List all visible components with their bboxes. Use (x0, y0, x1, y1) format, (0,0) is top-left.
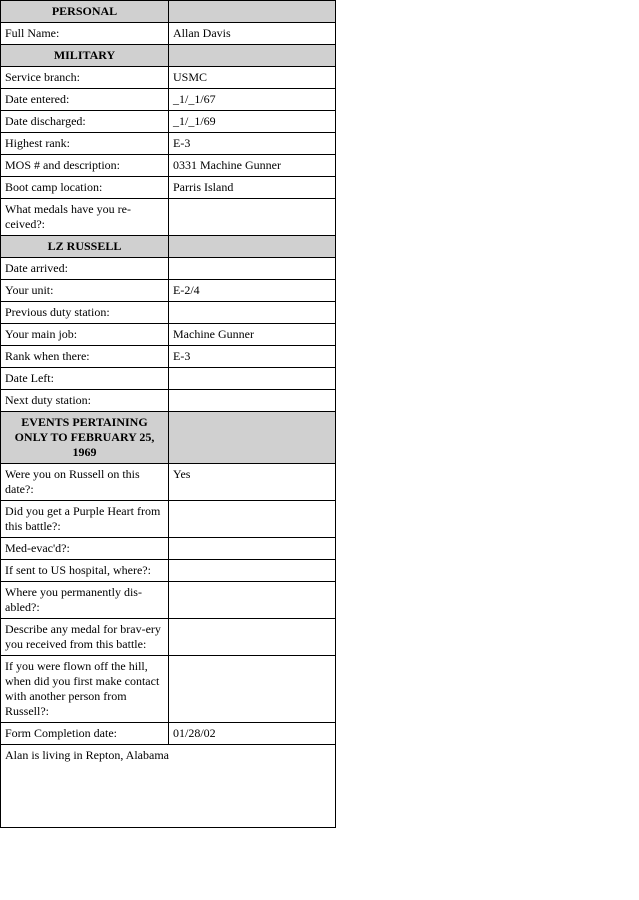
form-row (1, 133, 336, 155)
field-label-date-left: Date Left: (1, 368, 169, 390)
field-label-date-arrived: Date arrived: (1, 258, 169, 280)
form-row (1, 368, 336, 390)
field-value-main-job: Machine Gunner (169, 324, 336, 346)
field-value-rank-when-there: E-3 (169, 346, 336, 368)
field-value-unit: E-2/4 (169, 280, 336, 302)
veteran-form-table (0, 0, 336, 828)
field-label-service-branch: Service branch: (1, 67, 169, 89)
field-value-boot-camp: Parris Island (169, 177, 336, 199)
field-value-next-duty (169, 390, 336, 412)
section-header-events (1, 412, 336, 464)
field-value-highest-rank: E-3 (169, 133, 336, 155)
field-label-purple-heart: Did you get a Purple Heart from this battle?: (1, 501, 169, 538)
section-header-personal (1, 1, 336, 23)
form-body (1, 1, 336, 828)
form-row (1, 723, 336, 745)
field-label-highest-rank: Highest rank: (1, 133, 169, 155)
section-header-military (1, 45, 336, 67)
form-row (1, 111, 336, 133)
field-label-us-hospital: If sent to US hospital, where?: (1, 560, 169, 582)
section-header-lz-russell (1, 236, 336, 258)
field-value-med-evac (169, 538, 336, 560)
form-row (1, 656, 336, 723)
note-row (1, 745, 336, 828)
field-value-full-name: Allan Davis (169, 23, 336, 45)
section-title: MILITARY (1, 45, 169, 67)
section-header-blank (169, 412, 336, 464)
field-value-on-russell: Yes (169, 464, 336, 501)
form-row (1, 89, 336, 111)
field-value-service-branch: USMC (169, 67, 336, 89)
form-row (1, 23, 336, 45)
section-header-blank (169, 45, 336, 67)
field-label-next-duty: Next duty station: (1, 390, 169, 412)
form-row (1, 302, 336, 324)
field-value-bravery-medal (169, 619, 336, 656)
form-row (1, 155, 336, 177)
field-label-unit: Your unit: (1, 280, 169, 302)
form-row (1, 560, 336, 582)
field-value-date-entered: _1/_1/67 (169, 89, 336, 111)
field-value-medals (169, 199, 336, 236)
form-row (1, 619, 336, 656)
field-value-mos: 0331 Machine Gunner (169, 155, 336, 177)
field-label-mos: MOS # and description: (1, 155, 169, 177)
form-row (1, 346, 336, 368)
section-title: PERSONAL (1, 1, 169, 23)
field-value-first-contact (169, 656, 336, 723)
section-title: LZ RUSSELL (1, 236, 169, 258)
field-value-previous-duty (169, 302, 336, 324)
field-label-on-russell: Were you on Russell on this date?: (1, 464, 169, 501)
form-row (1, 390, 336, 412)
field-value-purple-heart (169, 501, 336, 538)
field-label-previous-duty: Previous duty station: (1, 302, 169, 324)
field-label-med-evac: Med-evac'd?: (1, 538, 169, 560)
field-label-completion-date: Form Completion date: (1, 723, 169, 745)
field-label-full-name: Full Name: (1, 23, 169, 45)
field-value-date-arrived (169, 258, 336, 280)
field-label-medals: What medals have you re-ceived?: (1, 199, 169, 236)
field-value-disabled (169, 582, 336, 619)
form-row (1, 258, 336, 280)
field-label-bravery-medal: Describe any medal for brav-ery you received from this battle: (1, 619, 169, 656)
section-header-blank (169, 236, 336, 258)
form-row (1, 199, 336, 236)
field-label-main-job: Your main job: (1, 324, 169, 346)
form-row (1, 280, 336, 302)
form-row (1, 538, 336, 560)
field-label-date-entered: Date entered: (1, 89, 169, 111)
form-row (1, 324, 336, 346)
field-value-date-discharged: _1/_1/69 (169, 111, 336, 133)
section-title: EVENTS PERTAINING ONLY TO FEBRUARY 25, 1969 (1, 412, 169, 464)
field-label-boot-camp: Boot camp location: (1, 177, 169, 199)
field-label-disabled: Where you permanently dis-abled?: (1, 582, 169, 619)
field-label-date-discharged: Date discharged: (1, 111, 169, 133)
form-row (1, 582, 336, 619)
form-row (1, 67, 336, 89)
field-label-rank-when-there: Rank when there: (1, 346, 169, 368)
section-header-blank (169, 1, 336, 23)
form-row (1, 501, 336, 538)
note-text: Alan is living in Repton, Alabama (1, 745, 336, 828)
field-value-date-left (169, 368, 336, 390)
form-row (1, 464, 336, 501)
field-value-completion-date: 01/28/02 (169, 723, 336, 745)
field-value-us-hospital (169, 560, 336, 582)
field-label-first-contact: If you were flown off the hill, when did you first make contact with another person from Russell?: (1, 656, 169, 723)
form-row (1, 177, 336, 199)
